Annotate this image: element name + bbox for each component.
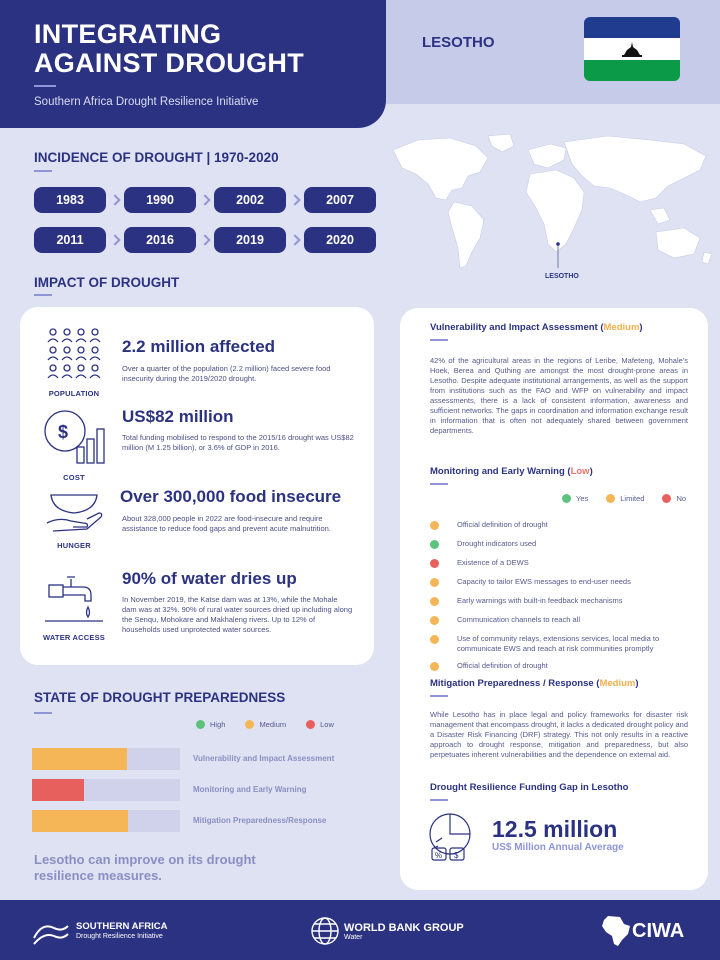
impact-text: In November 2019, the Katse dam was at 13%, while the Mohale dam was at 32%. 90% of rural water sources dried up including along the Senqu, Mohokare and Makhaleng rivers. Up to 12% of households used unprotected water sources.	[122, 595, 353, 634]
preparedness-bar-track	[32, 779, 180, 801]
year-pill: 2016	[124, 227, 196, 253]
footer	[0, 900, 720, 960]
monitoring-item-text: Drought indicators used	[457, 539, 537, 548]
monitoring-item-text: Early warnings with built-in feedback mechanisms	[457, 596, 623, 605]
country-name: LESOTHO	[422, 34, 495, 51]
preparedness-bar-label: Monitoring and Early Warning	[193, 785, 307, 794]
year-pill: 1983	[34, 187, 106, 213]
section-underline	[34, 294, 52, 296]
monitoring-item	[430, 577, 680, 587]
year-pill: 1990	[124, 187, 196, 213]
cost-block	[34, 407, 114, 482]
status-dot	[430, 635, 439, 644]
section-underline	[430, 799, 448, 801]
year-pill: 2020	[304, 227, 376, 253]
monitoring-item	[430, 539, 680, 549]
country-banner	[386, 0, 720, 104]
preparedness-bar-fill	[32, 748, 127, 770]
monitoring-item-text: Existence of a DEWS	[457, 558, 529, 567]
mitigation-title: Mitigation Preparedness / Response (Medium)	[430, 678, 639, 689]
year-pill: 2007	[304, 187, 376, 213]
monitoring-item-text: Official definition of drought	[457, 520, 548, 529]
monitoring-item	[430, 558, 680, 568]
incidence-title: INCIDENCE OF DROUGHT | 1970-2020	[34, 150, 279, 165]
legend-no: No	[662, 494, 686, 503]
section-underline	[430, 339, 448, 341]
impact-label: COST	[63, 473, 85, 482]
svg-text:$: $	[58, 422, 69, 442]
legend-limited: Limited	[606, 494, 644, 503]
legend-dot	[662, 494, 671, 503]
hunger-icon	[43, 489, 105, 533]
monitoring-item-text: Official definition of drought	[457, 661, 548, 670]
monitoring-item	[430, 634, 680, 653]
status-dot	[430, 616, 439, 625]
water-tap-icon	[43, 569, 105, 625]
africa-map-icon	[598, 914, 632, 948]
legend-dot	[606, 494, 615, 503]
vulnerability-text: 42% of the agricultural areas in the regions of Leribe, Mafeteng, Mohale's Hoek, Berea and Quthing are amongst the most drought-prone areas in Lesotho. Despite adequate institutional arrangements, as well as the support from institutions such as the FAO and WFP on vulnerability and impact assessments, there is a lack of consistent information, awareness and sufficient networks. The gaps in coordination and information exchange result in information that is often not adequately shared between government departments.	[430, 356, 688, 435]
mitigation-text: While Lesotho has in place legal and policy frameworks for disaster risk management that encompass drought, it lacks a dedicated drought policy and a Disaster Risk Financing (DRF) strategy. This not only results in a reactive approach to drought response, mitigation and preparedness, but also perpetuates inherent vulnerabilities and the dependence on external aid.	[430, 710, 688, 759]
header-banner	[0, 0, 386, 128]
year-pill: 2019	[214, 227, 286, 253]
status-dot	[430, 597, 439, 606]
impact-label: POPULATION	[48, 389, 100, 398]
preparedness-conclusion: Lesotho can improve on its drought resilience measures.	[34, 852, 256, 883]
monitoring-item-text: Capacity to tailor EWS messages to end-user needs	[457, 577, 631, 586]
population-block	[34, 325, 114, 398]
map-country-label: LESOTHO	[545, 273, 579, 280]
assessment-card	[400, 308, 708, 890]
impact-headline: US$82 million	[122, 407, 234, 426]
impact-card	[20, 307, 374, 665]
preparedness-bar-label: Vulnerability and Impact Assessment	[193, 754, 335, 763]
monitoring-list	[430, 520, 680, 680]
impact-label: HUNGER	[57, 541, 91, 550]
legend-high: High	[196, 720, 225, 729]
year-pill: 2011	[34, 227, 106, 253]
chevron-right-icon	[199, 234, 210, 245]
cost-icon	[41, 407, 107, 465]
preparedness-bar-label: Mitigation Preparedness/Response	[193, 816, 327, 825]
page-subtitle: Southern Africa Drought Resilience Initiative	[34, 96, 259, 108]
chevron-right-icon	[109, 234, 120, 245]
impact-text: Total funding mobilised to respond to the 2015/16 drought was US$82 million (M 1.25 billion), or 3.6% of GDP in 2016.	[122, 433, 354, 452]
vulnerability-level: Medium	[603, 322, 640, 333]
funding-value: 12.5 million	[492, 816, 618, 842]
status-dot	[430, 662, 439, 671]
impact-text: Over a quarter of the population (2.2 million) faced severe food insecurity during the 2019/2020 drought.	[122, 364, 331, 383]
legend-low: Low	[306, 720, 334, 729]
preparedness-title: STATE OF DROUGHT PREPAREDNESS	[34, 690, 286, 705]
world-map	[388, 128, 720, 288]
preparedness-bar-track	[32, 810, 180, 832]
monitoring-legend	[562, 494, 686, 503]
preparedness-legend	[196, 720, 334, 729]
preparedness-bar-track	[32, 748, 180, 770]
legend-dot	[196, 720, 205, 729]
chevron-right-icon	[289, 234, 300, 245]
legend-dot	[245, 720, 254, 729]
status-dot	[430, 540, 439, 549]
monitoring-item	[430, 615, 680, 625]
impact-headline: 90% of water dries up	[122, 569, 297, 588]
monitoring-item	[430, 596, 680, 606]
chevron-right-icon	[109, 194, 120, 205]
legend-yes: Yes	[562, 494, 588, 503]
chevron-right-icon	[199, 194, 210, 205]
funding-title: Drought Resilience Funding Gap in Lesotho	[430, 782, 629, 793]
monitoring-item	[430, 520, 680, 530]
population-icon	[43, 325, 105, 381]
svg-text:$: $	[454, 851, 459, 860]
page-title: INTEGRATING AGAINST DROUGHT	[34, 19, 304, 78]
status-dot	[430, 559, 439, 568]
sadri-logo-icon	[32, 918, 70, 946]
preparedness-bar-fill	[32, 810, 128, 832]
preparedness-bar-fill	[32, 779, 84, 801]
sadri-logo-text: SOUTHERN AFRICA Drought Resilience Initiative	[76, 921, 168, 940]
status-dot	[430, 521, 439, 530]
world-bank-logo-text: WORLD BANK GROUP Water	[344, 922, 464, 941]
status-dot	[430, 578, 439, 587]
impact-title: IMPACT OF DROUGHT	[34, 275, 180, 290]
section-underline	[430, 695, 448, 697]
impact-label: WATER ACCESS	[43, 633, 105, 642]
legend-dot	[306, 720, 315, 729]
lesotho-flag-icon	[584, 17, 680, 81]
section-underline	[430, 483, 448, 485]
world-bank-globe-icon	[310, 916, 340, 946]
legend-medium: Medium	[245, 720, 286, 729]
vulnerability-title: Vulnerability and Impact Assessment (Medium)	[430, 322, 643, 333]
monitoring-item-text: Use of community relays, extensions services, local media to communicate EWS and reach at risk communities promptly	[457, 634, 660, 653]
svg-text:%: %	[435, 851, 443, 860]
monitoring-level: Low	[570, 466, 590, 477]
year-pill: 2002	[214, 187, 286, 213]
impact-headline: 2.2 million affected	[122, 337, 276, 356]
title-underline	[34, 85, 56, 87]
hunger-block	[34, 489, 114, 550]
impact-headline: Over 300,000 food insecure	[120, 487, 342, 506]
monitoring-item	[430, 661, 680, 671]
chevron-right-icon	[289, 194, 300, 205]
impact-text: About 328,000 people in 2022 are food-insecure and require assistance to reduce food gaps and prevent acute malnutrition.	[122, 514, 331, 533]
funding-gap-icon	[428, 812, 478, 862]
monitoring-title: Monitoring and Early Warning (Low)	[430, 466, 593, 477]
ciwa-logo-text: CIWA	[632, 920, 685, 942]
funding-caption: US$ Million Annual Average	[492, 842, 624, 853]
section-underline	[34, 170, 52, 172]
section-underline	[34, 712, 52, 714]
mitigation-level: Medium	[599, 678, 636, 689]
legend-dot	[562, 494, 571, 503]
monitoring-item-text: Communication channels to reach all	[457, 615, 580, 624]
water-access-block	[34, 569, 114, 642]
